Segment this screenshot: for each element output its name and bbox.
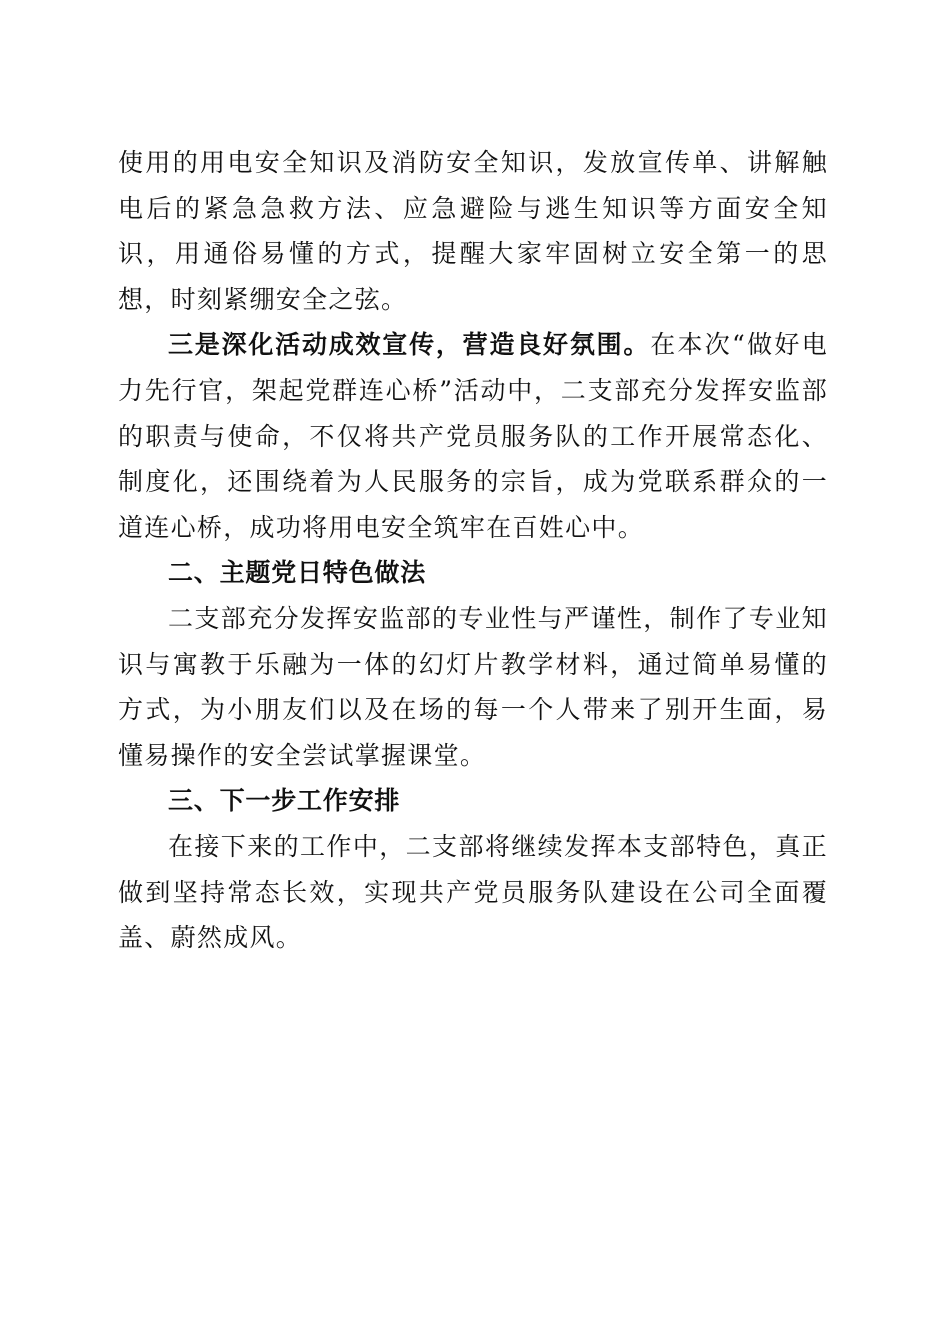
paragraph-three-body: 在本次“做好电力先行官，架起党群连心桥”活动中，二支部充分发挥安监部的职责与使命，不仅将共产党员服务队的工作开展常态化、制度化，还围绕着为人民服务的宗旨，成为党联系群众的一道连心桥，成功将用电安全筑牢在百姓心中。	[118, 330, 828, 542]
paragraph-three	[118, 322, 828, 550]
paragraph-three-lead: 三是深化活动成效宣传，营造良好氛围。	[168, 330, 651, 360]
section-three-paragraph: 在接下来的工作中，二支部将继续发挥本支部特色，真正做到坚持常态长效，实现共产党员服务队建设在公司全面覆盖、蔚然成风。	[118, 831, 828, 953]
document-body	[118, 140, 828, 961]
section-three-heading: 三、下一步工作安排	[168, 786, 401, 816]
paragraph-continued: 使用的用电安全知识及消防安全知识，发放宣传单、讲解触电后的紧急急救方法、应急避险与逃生知识等方面安全知识，用通俗易懂的方式，提醒大家牢固树立安全第一的思想，时刻紧绷安全之弦。	[118, 148, 828, 314]
section-two-heading: 二、主题党日特色做法	[168, 558, 427, 588]
section-two-paragraph: 二支部充分发挥安监部的专业性与严谨性，制作了专业知识与寓教于乐融为一体的幻灯片教学材料，通过简单易懂的方式，为小朋友们以及在场的每一个人带来了别开生面，易懂易操作的安全尝试掌握课堂。	[118, 603, 828, 770]
